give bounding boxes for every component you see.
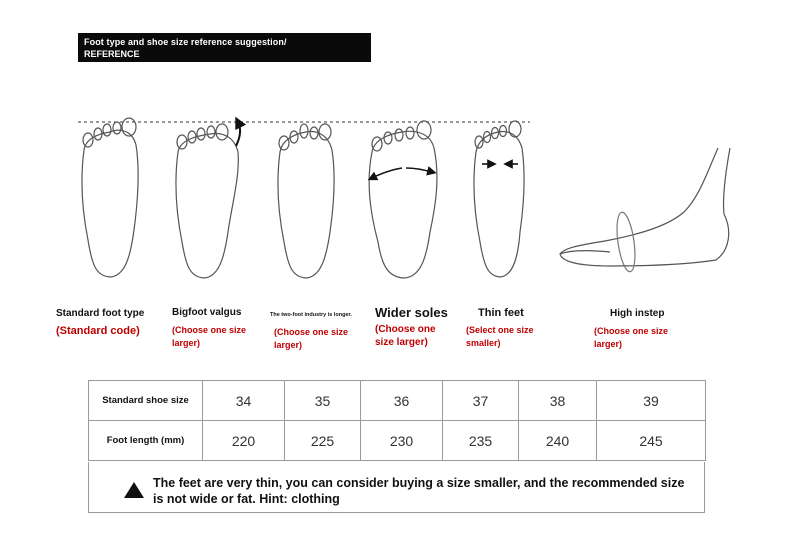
table-cell: 34 (203, 381, 285, 421)
table-cell: 235 (443, 421, 519, 461)
table-cell: 225 (285, 421, 361, 461)
thin-foot-icon (474, 121, 524, 277)
foot-type-note-standard: (Standard code) (56, 325, 140, 337)
size-notice-text: The feet are very thin, you can consider buying a size smaller, and the recommended size is not wide or fat. Hint: clothing (153, 476, 685, 506)
size-reference-table (88, 380, 706, 461)
row-header-foot-length: Foot length (mm) (89, 421, 203, 461)
high-instep-foot-icon (560, 148, 730, 273)
table-cell: 240 (519, 421, 597, 461)
wide-sole-foot-icon (369, 121, 437, 278)
foot-type-label-long-second-toe: The two-foot industry is longer. (270, 312, 352, 318)
foot-type-label-high-instep: High instep (610, 308, 665, 319)
table-cell: 35 (285, 381, 361, 421)
warning-triangle-icon (124, 482, 144, 498)
foot-type-note-long-second-toe: (Choose one size larger) (274, 327, 349, 350)
foot-type-note-thin-feet: (Select one size smaller) (466, 325, 534, 348)
foot-type-label-bigfoot-valgus: Bigfoot valgus (172, 307, 242, 318)
foot-type-note-wider-soles: (Choose one size larger) (375, 324, 436, 348)
foot-type-label-standard: Standard foot type (56, 308, 145, 319)
foot-type-label-thin-feet: Thin feet (478, 307, 524, 319)
row-header-shoe-size: Standard shoe size (89, 381, 203, 421)
table-row (89, 421, 706, 461)
table-cell: 230 (361, 421, 443, 461)
header-title: Foot type and shoe size reference suggestion/ (84, 37, 287, 47)
header-subtitle: REFERENCE (84, 49, 140, 59)
standard-foot-icon (82, 118, 138, 277)
table-cell: 39 (597, 381, 706, 421)
foot-type-note-bigfoot-valgus: (Choose one size larger) (172, 325, 247, 348)
table-cell: 36 (361, 381, 443, 421)
table-cell: 37 (443, 381, 519, 421)
size-notice-box (88, 462, 705, 513)
table-cell: 220 (203, 421, 285, 461)
table-row (89, 381, 706, 421)
table-cell: 38 (519, 381, 597, 421)
foot-type-note-high-instep: (Choose one size larger) (594, 326, 669, 349)
table-cell: 245 (597, 421, 706, 461)
foot-type-label-wider-soles: Wider soles (375, 305, 448, 320)
foot-illustrations (0, 100, 790, 300)
bigfoot-valgus-icon (176, 122, 240, 278)
header-banner (78, 33, 371, 62)
long-second-toe-foot-icon (278, 124, 334, 278)
